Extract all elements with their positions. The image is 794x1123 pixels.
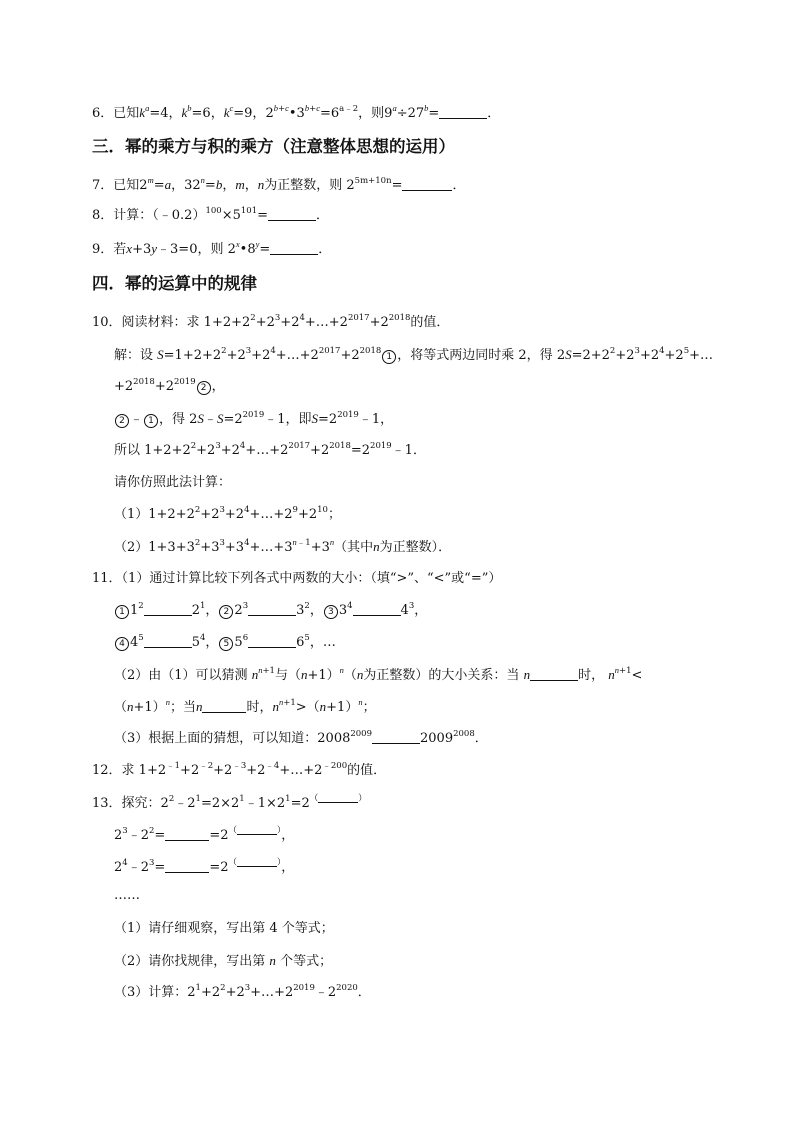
answer-blank[interactable] bbox=[202, 699, 246, 713]
section-heading-4: 四．幂的运算中的规律 bbox=[92, 274, 257, 293]
answer-blank[interactable] bbox=[402, 177, 452, 191]
circled-2-icon: 2 bbox=[197, 381, 211, 395]
answer-blank[interactable] bbox=[439, 105, 487, 119]
question-10-part-1: $(1)1+2+2^2+2^3+2^4+\dots+2^9+2^{10}$； bbox=[114, 505, 341, 522]
answer-blank[interactable] bbox=[165, 859, 209, 873]
circled-2-icon: 2 bbox=[115, 414, 129, 428]
answer-blank[interactable] bbox=[237, 826, 277, 835]
question-13-part-2: （2）请你找规律，写出第 n 个等式； bbox=[114, 953, 333, 969]
question-11-compare-row1: 1 $1^2$ $2^1$， 2 $2^3$ $3^2$， 3 $3^4$ $4^3$， bbox=[114, 602, 427, 620]
question-13-line2: $2^3﹣2^2= =2^{( )}$， bbox=[114, 826, 295, 843]
question-10-solution-line3: 2 ﹣ 1 ，得 $2S﹣S=2^{2019}﹣1$，即$S=2^{2019}﹣1$， bbox=[114, 410, 393, 429]
answer-blank[interactable] bbox=[165, 827, 209, 841]
question-11-part-1: 11．（1）通过计算比较下列各式中两数的大小：（填“>”、“<”或“=”） bbox=[92, 571, 502, 586]
question-8: 8．计算：$(﹣0.2)^{100}\times 5^{101}=$ ． bbox=[92, 206, 330, 223]
question-10-part-2: $(2)1+3+3^2+3^3+3^4+\dots+3^{n﹣1}+3^n$（其中n为正整数）． bbox=[114, 537, 452, 555]
question-12: 12．求 $1+2^{﹣1}+2^{﹣2}+2^{﹣3}+2^{﹣4}+\dots+2^{﹣200}$的值． bbox=[92, 761, 387, 778]
circled-1-icon: 1 bbox=[144, 414, 158, 428]
answer-blank[interactable] bbox=[270, 241, 318, 255]
question-6: 6．已知$k^a=4$，$k^b=6$，$k^c=9$，$2^{b+c}•3^{b+c}=6^{a﹣2}$，则$9^a\div 27^b=$ ． bbox=[92, 103, 501, 121]
answer-blank[interactable] bbox=[248, 602, 296, 616]
answer-blank[interactable] bbox=[530, 667, 578, 681]
question-13-part-3: （3）计算：$2^1+2^2+2^3+\dots+2^{2019}﹣2^{2020}$． bbox=[114, 983, 371, 1000]
question-10-intro: 10．阅读材料：求 $1+2+2^2+2^3+2^4+\dots+2^{2017}+2^{2018}$的值． bbox=[92, 313, 450, 330]
circled-4-icon: 4 bbox=[115, 637, 129, 651]
answer-blank[interactable] bbox=[318, 794, 358, 803]
question-11-part-3: （3）根据上面的猜想，可以知道：$2008^{2009}$ $2009^{2008}$． bbox=[114, 729, 488, 746]
question-13-line1: 13．探究：$2^2﹣2^1=2\times 2^1﹣1\times 2^1=2^{( )}$ bbox=[92, 794, 367, 811]
answer-blank[interactable] bbox=[144, 634, 192, 648]
answer-blank[interactable] bbox=[144, 602, 192, 616]
question-11-part-2-line2: $(n+1)^n$；当n 时，$n^{n+1}>(n+1)^n$； bbox=[114, 697, 376, 715]
answer-blank[interactable] bbox=[372, 730, 420, 744]
question-13-ellipsis: …… bbox=[114, 888, 140, 903]
question-11-part-2-line1: （2）由（1）可以猜测 $n^{n+1}$与$(n+1)^n(n$为正整数）的大小关系：当 n 时， $n^{n+1}<$ bbox=[114, 665, 643, 683]
question-13-part-1: （1）请仔细观察，写出第 4 个等式； bbox=[114, 921, 334, 936]
question-9: 9．若x+3y﹣3=0，则 $2^x•8^y=$ ． bbox=[92, 239, 332, 257]
question-10-solution-line1: 解：设 $S=1+2+2^2+2^3+2^4+\dots+2^{2017}+2^{2018}1$ ，将等式两边同时乘 2，得 $2S=2+2^2+2^3+2^4+2^5+\dots$ bbox=[114, 346, 714, 363]
answer-blank[interactable] bbox=[353, 602, 401, 616]
circled-5-icon: 5 bbox=[219, 637, 233, 651]
question-11-compare-row2: 4 $4^5$ $5^4$， 5 $5^6$ $6^5$，… bbox=[114, 634, 336, 652]
circled-1-icon: 1 bbox=[115, 605, 129, 619]
answer-blank[interactable] bbox=[237, 858, 277, 867]
question-7: 7．已知$2^m=a$，$32^n=b$，m，n为正整数，则 $2^{5m+10n}=$ ． bbox=[92, 175, 466, 193]
answer-blank[interactable] bbox=[248, 634, 296, 648]
question-13-line3: $2^4﹣2^3= =2^{( )}$， bbox=[114, 858, 295, 875]
answer-blank[interactable] bbox=[268, 207, 316, 221]
question-10-ask: 请你仿照此法计算： bbox=[114, 475, 232, 490]
circled-3-icon: 3 bbox=[324, 605, 338, 619]
circled-2-icon: 2 bbox=[219, 605, 233, 619]
section-heading-3: 三．幂的乘方与积的乘方（注意整体思想的运用） bbox=[92, 137, 455, 156]
circled-1-icon: 1 bbox=[382, 350, 396, 364]
question-10-solution-line4: 所以 $1+2+2^2+2^3+2^4+\dots+2^{2017}+2^{2018}=2^{2019}﹣1$． bbox=[114, 441, 426, 458]
question-10-solution-line2: $+2^{2018}+2^{2019}2$ ， bbox=[114, 377, 225, 394]
